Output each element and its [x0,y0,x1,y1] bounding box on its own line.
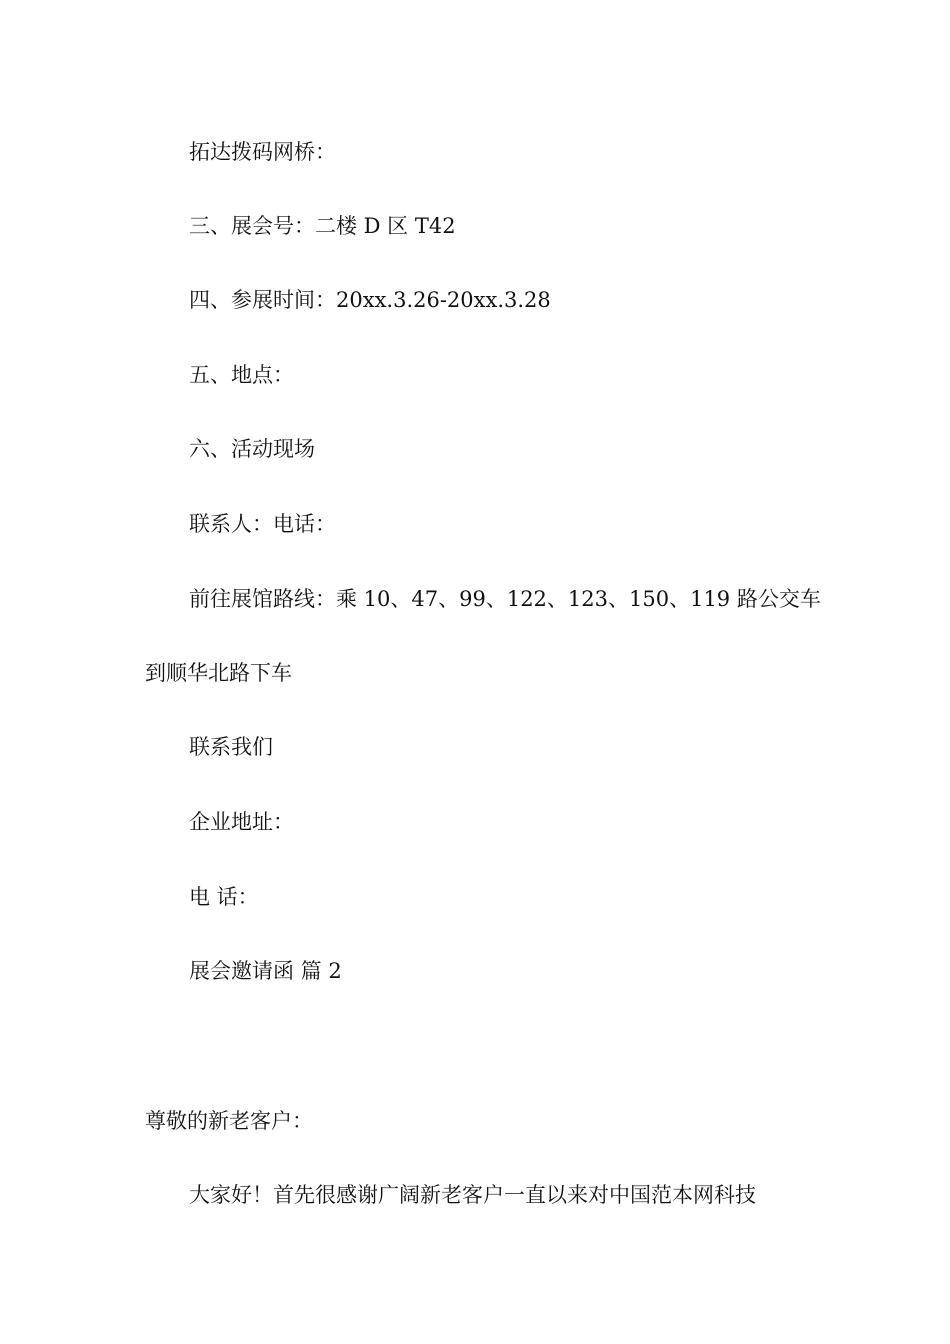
paragraph-greeting: 大家好！首先很感谢广阔新老客户一直以来对中国范本网科技 [189,1183,756,1207]
paragraph-location: 五、地点： [189,363,294,387]
paragraph-contact-us: 联系我们 [189,735,273,759]
paragraph-route-continued: 到顺华北路下车 [145,661,292,685]
paragraph-company-address: 企业地址： [189,810,294,834]
section-heading: 展会邀请函 篇 2 [189,959,342,983]
paragraph-phone: 电 话： [189,885,259,909]
paragraph-booth-number: 三、展会号：二楼 D 区 T42 [189,214,456,238]
paragraph-exhibition-time: 四、参展时间：20xx.3.26-20xx.3.28 [189,288,551,312]
salutation: 尊敬的新老客户： [145,1109,313,1133]
paragraph-event-site: 六、活动现场 [189,437,315,461]
paragraph-route: 前往展馆路线：乘 10、47、99、122、123、150、119 路公交车 [189,587,821,611]
paragraph-bridge: 拓达拨码网桥： [189,140,336,164]
paragraph-contact-phone: 联系人：电话： [189,512,336,536]
